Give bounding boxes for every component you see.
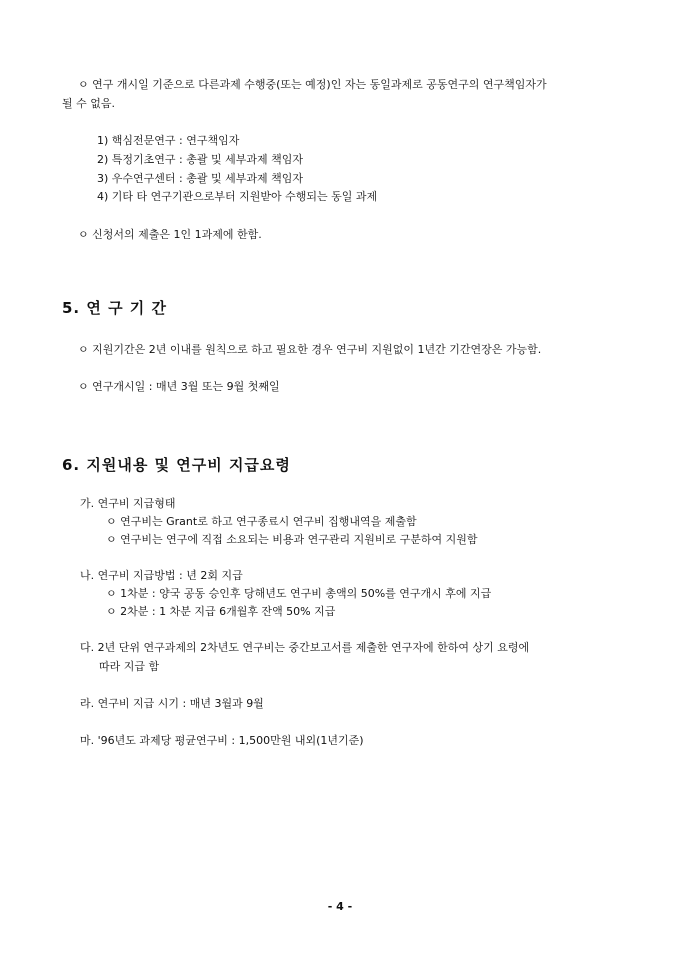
section6-na-item-1: ㅇ 1차분 : 양국 공동 승인후 당해년도 연구비 총액의 50%를 연구개시 후에 지급 bbox=[106, 587, 492, 600]
section6-ma: 마. '96년도 과제당 평균연구비 : 1,500만원 내외(1년기준) bbox=[80, 734, 364, 747]
section6-da-line-2: 따라 지급 함 bbox=[99, 660, 160, 673]
section6-da-line-1: 다. 2년 단위 연구과제의 2차년도 연구비는 중간보고서를 제출한 연구자에 한하여 상기 요령에 bbox=[80, 641, 530, 654]
intro-note: ㅇ 신청서의 제출은 1인 1과제에 한함. bbox=[78, 228, 262, 241]
section5-bullet-1: ㅇ 지원기간은 2년 이내를 원칙으로 하고 필요한 경우 연구비 지원없이 1년간 기간연장은 가능함. bbox=[78, 343, 542, 356]
section5-heading: 5. 연 구 기 간 bbox=[62, 299, 167, 317]
intro-item-4: 4) 기타 타 연구기관으로부터 지원받아 수행되는 동일 과제 bbox=[97, 190, 378, 203]
section6-na-item-2: ㅇ 2차분 : 1 차분 지급 6개월후 잔액 50% 지급 bbox=[106, 605, 336, 618]
section6-na-title: 나. 연구비 지급방법 : 년 2회 지급 bbox=[80, 569, 243, 582]
section6-ga-item-1: ㅇ 연구비는 Grant로 하고 연구종료시 연구비 집행내역을 제출함 bbox=[106, 515, 417, 528]
intro-item-1: 1) 핵심전문연구 : 연구책임자 bbox=[97, 134, 240, 147]
intro-line-1: ㅇ 연구 개시일 기준으로 다른과제 수행중(또는 예정)인 자는 동일과제로 공동연구의 연구책임자가 bbox=[78, 78, 547, 91]
intro-line-2: 될 수 없음. bbox=[62, 97, 115, 110]
page-number: - 4 - bbox=[327, 900, 353, 913]
section6-ga-title: 가. 연구비 지급형태 bbox=[80, 497, 176, 510]
section6-ra: 라. 연구비 지급 시기 : 매년 3월과 9월 bbox=[80, 697, 264, 710]
section6-ga-item-2: ㅇ 연구비는 연구에 직접 소요되는 비용과 연구관리 지원비로 구분하여 지원함 bbox=[106, 533, 478, 546]
intro-item-3: 3) 우수연구센터 : 총괄 및 세부과제 책임자 bbox=[97, 172, 303, 185]
section6-heading: 6. 지원내용 및 연구비 지급요령 bbox=[62, 456, 291, 474]
section5-bullet-2: ㅇ 연구개시일 : 매년 3월 또는 9월 첫째일 bbox=[78, 380, 280, 393]
intro-item-2: 2) 특정기초연구 : 총괄 및 세부과제 책임자 bbox=[97, 153, 303, 166]
